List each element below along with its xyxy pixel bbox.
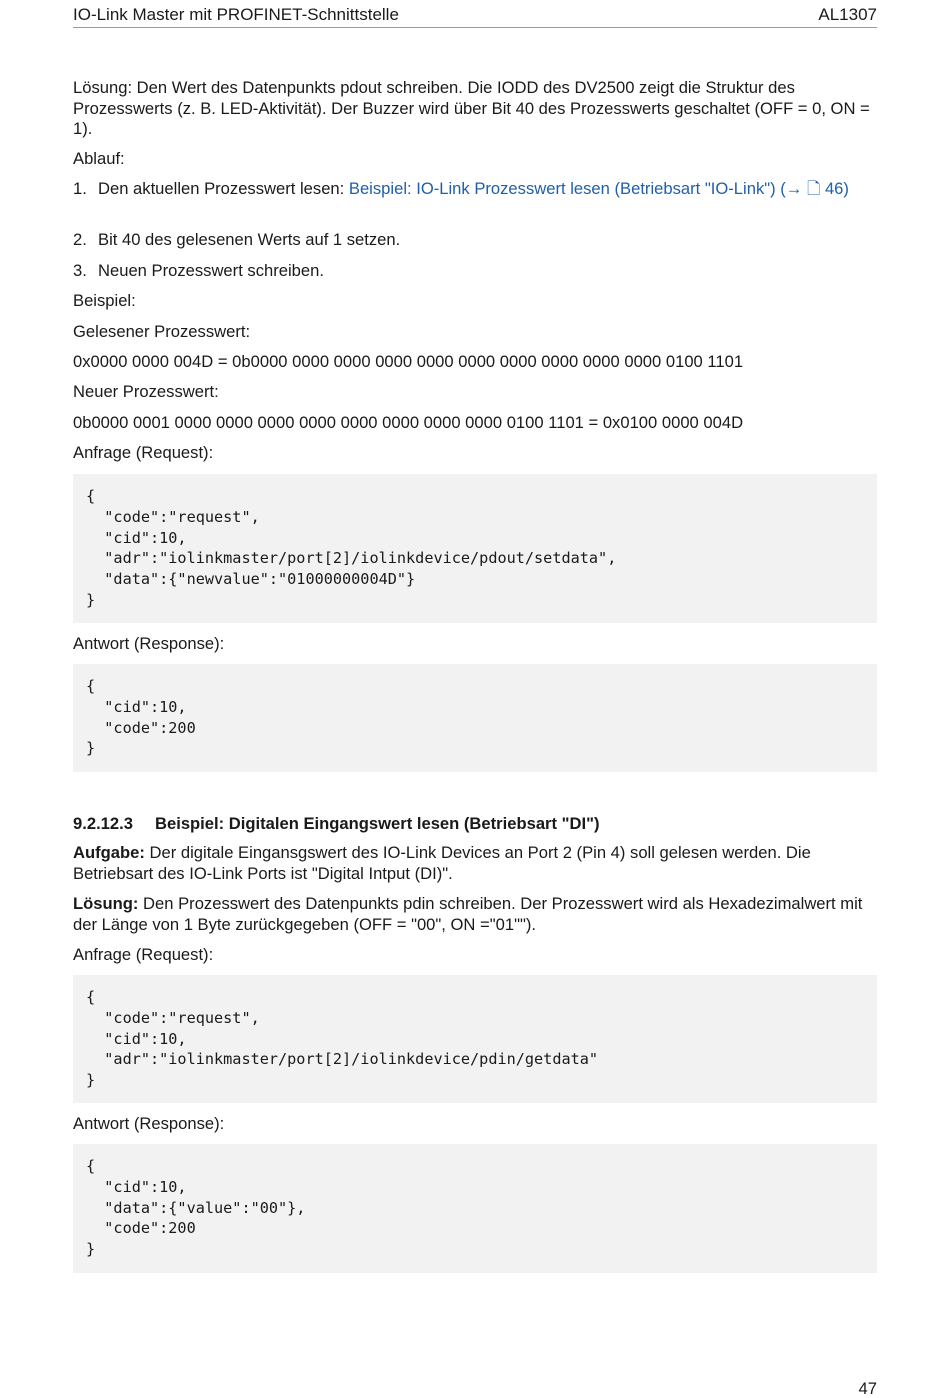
- code-line: }: [86, 1240, 96, 1259]
- neu-value: 0b0000 0001 0000 0000 0000 0000 0000 0000 0000 0000 0100 1101 = 0x0100 0000 004D: [73, 413, 744, 432]
- code-line: "adr":"iolinkmaster/port[2]/iolinkdevice/pdin/getdata": [86, 1050, 599, 1069]
- code-line: "cid":10,: [86, 1029, 187, 1048]
- cross-reference-link[interactable]: Beispiel: IO-Link Prozesswert lesen (Betriebsart "IO-Link") (→ 🗋 46): [348, 179, 849, 198]
- header-product: AL1307: [818, 5, 877, 24]
- code-line: {: [86, 487, 96, 505]
- code-line: }: [86, 1071, 96, 1090]
- loesung-paragraph: Lösung: Den Wert des Datenpunkts pdout schreiben. Die IODD des DV2500 zeigt die Struktur des Prozesswerts (z. B. LED-Aktivität). Der Buzzer wird über Bit 40 des Prozesswerts geschaltet (OFF = 0, ON = 1).: [73, 78, 870, 138]
- code-line: }: [86, 739, 96, 758]
- request-code-block: [73, 474, 877, 623]
- loesung2-label: Lösung:: [73, 894, 139, 913]
- step-text: Bit 40 des gelesenen Werts auf 1 setzen.: [98, 230, 401, 249]
- section-title: Beispiel: Digitalen Eingangswert lesen (Betriebsart "DI"): [155, 814, 600, 833]
- step-text: Den aktuellen Prozesswert lesen: Beispiel: IO-Link Prozesswert lesen (Betriebsart "IO-Link") (→ 🗋 46): [98, 179, 849, 198]
- code-line: {: [86, 1157, 96, 1175]
- aufgabe-text: Der digitale Eingansgswert des IO-Link Devices an Port 2 (Pin 4) soll gelesen werden. Die Betriebsart des IO-Link Ports ist "Digital Intput (DI)".: [73, 843, 811, 883]
- response2-label: Antwort (Response):: [73, 1114, 225, 1133]
- code-line: "data":{"value":"00"},: [86, 1198, 306, 1217]
- step-number: 3.: [73, 261, 87, 280]
- request2-label: Anfrage (Request):: [73, 945, 214, 964]
- page-header: [73, 4, 877, 28]
- code-line: {: [86, 988, 96, 1006]
- code-line: "code":200: [86, 718, 196, 737]
- code-line: "cid":10,: [86, 1177, 187, 1196]
- aufgabe-label: Aufgabe:: [73, 843, 145, 862]
- header-title: IO-Link Master mit PROFINET-Schnittstelle: [73, 5, 399, 24]
- code-line: {: [86, 677, 96, 695]
- beispiel-label: Beispiel:: [73, 291, 136, 310]
- gelesen-value: 0x0000 0000 004D = 0b0000 0000 0000 0000 0000 0000 0000 0000 0000 0000 0100 1101: [73, 352, 744, 371]
- code-line: "code":200: [86, 1219, 196, 1238]
- ablauf-label: Ablauf:: [73, 149, 125, 168]
- code-line: "cid":10,: [86, 697, 187, 716]
- request-label: Anfrage (Request):: [73, 443, 214, 462]
- step-number: 1.: [73, 179, 87, 198]
- response-label: Antwort (Response):: [73, 634, 225, 653]
- response-code-block: [73, 664, 877, 772]
- code-line: "data":{"newvalue":"01000000004D"}: [86, 570, 416, 589]
- code-line: "code":"request",: [86, 1008, 260, 1027]
- loesung2-paragraph: [73, 894, 877, 935]
- aufgabe-paragraph: [73, 843, 877, 884]
- code-line: "adr":"iolinkmaster/port[2]/iolinkdevice/pdout/setdata",: [86, 549, 617, 568]
- request2-code-block: [73, 975, 877, 1103]
- neu-label: Neuer Prozesswert:: [73, 382, 219, 401]
- step-text: Neuen Prozesswert schreiben.: [98, 261, 324, 280]
- gelesen-label: Gelesener Prozesswert:: [73, 322, 251, 341]
- code-line: "code":"request",: [86, 507, 260, 526]
- loesung2-text: Den Prozesswert des Datenpunkts pdin schreiben. Der Prozesswert wird als Hexadezimalwert mit der Länge von 1 Byte zurückgegeben (OFF = "00", ON ="01"").: [73, 894, 863, 934]
- code-line: }: [86, 590, 96, 609]
- section-number: 9.2.12.3: [73, 814, 133, 833]
- page-number: 47: [858, 1379, 877, 1398]
- code-line: "cid":10,: [86, 528, 187, 547]
- response2-code-block: [73, 1144, 877, 1273]
- step-number: 2.: [73, 230, 87, 249]
